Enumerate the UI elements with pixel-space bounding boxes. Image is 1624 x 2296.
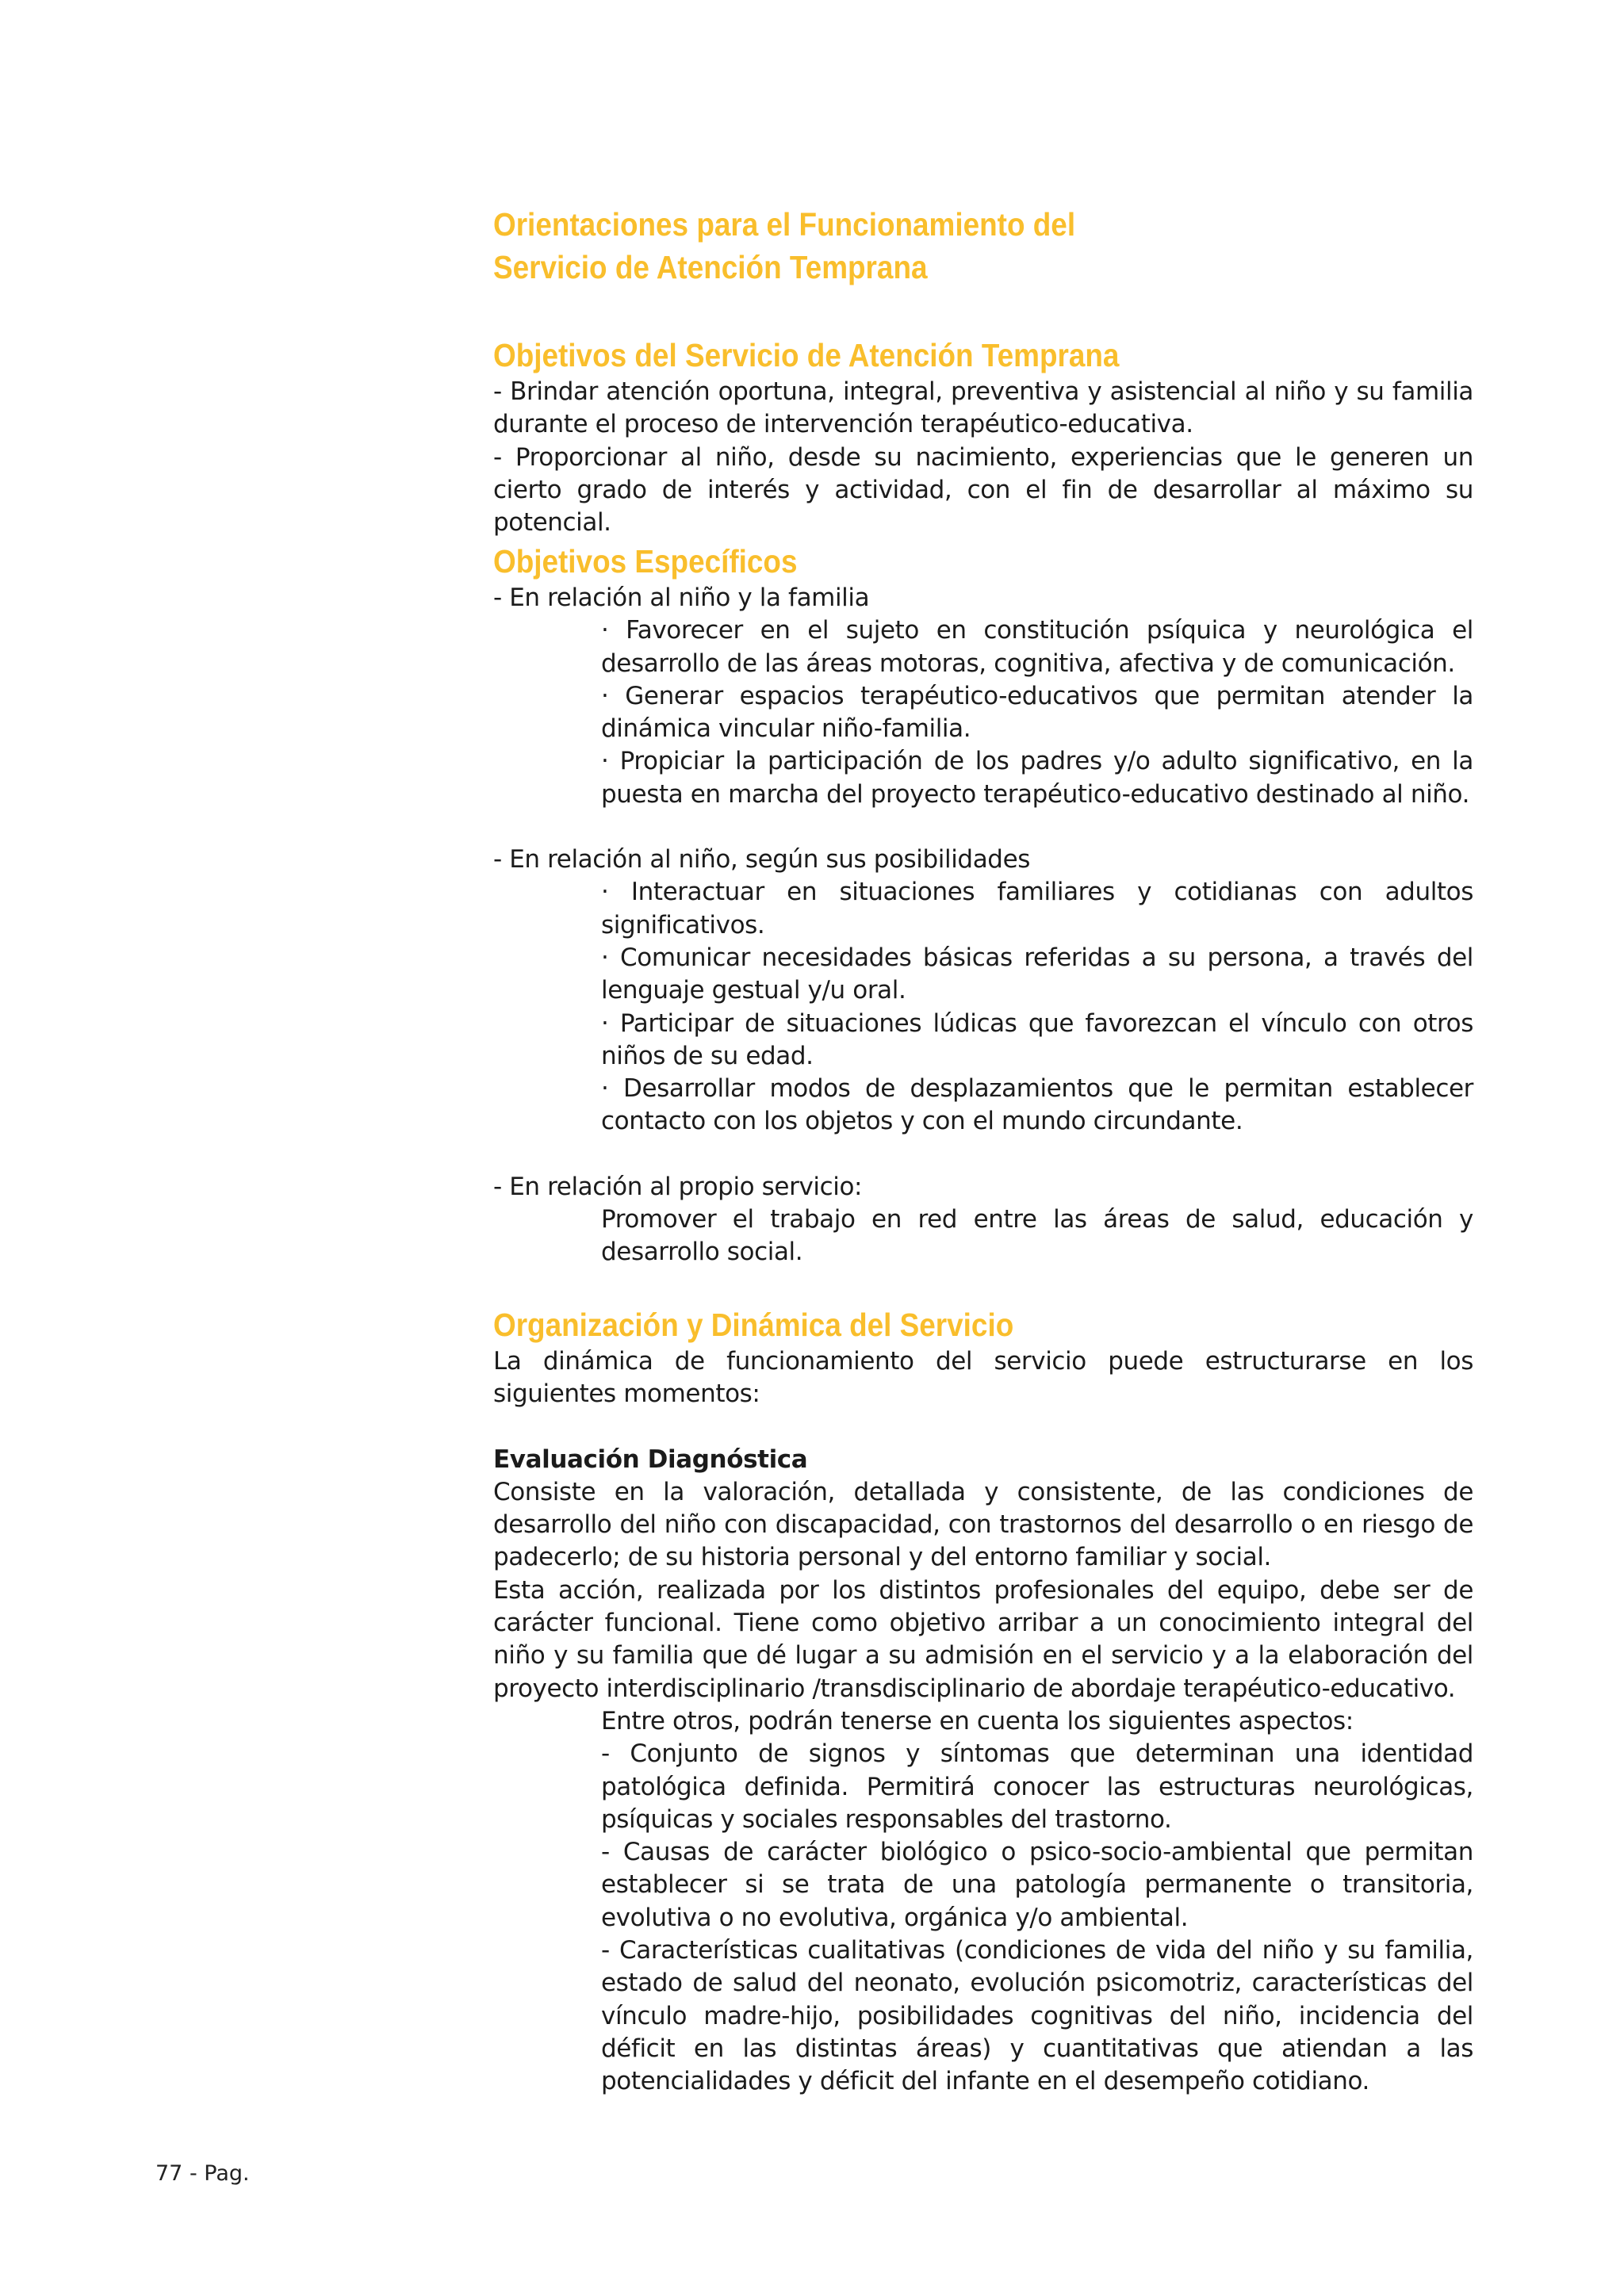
list-item: · Generar espacios terapéutico-educativos que permitan atender la dinámica vincular niño-familia. bbox=[601, 681, 1473, 744]
aspects-intro: Entre otros, podrán tenerse en cuenta los siguientes aspectos: bbox=[601, 1706, 1354, 1735]
list-item: - Características cualitativas (condiciones de vida del niño y su familia, estado de salud del neonato, evolución psicomotriz, características del vínculo madre-hijo, posibilidades cognitivas del niño, incidencia del déficit en las distintas áreas) y cuantitativas que atiendan a las potencialidades y déficit del infante en el desempeño cotidiano. bbox=[601, 1936, 1473, 2096]
list-item: · Comunicar necesidades básicas referidas a su persona, a través del lenguaje gestual y/u oral. bbox=[601, 943, 1473, 1005]
list-item: Promover el trabajo en red entre las áreas de salud, educación y desarrollo social. bbox=[601, 1205, 1473, 1267]
paragraph: La dinámica de funcionamiento del servicio puede estructurarse en los siguientes momentos: bbox=[493, 1347, 1473, 1409]
group-label: - En relación al niño, según sus posibilidades bbox=[493, 845, 1030, 874]
group-label: - En relación al niño y la familia bbox=[493, 584, 870, 612]
document-title bbox=[493, 203, 1473, 289]
section-heading: Objetivos Específicos bbox=[493, 543, 798, 580]
paragraph: - Proporcionar al niño, desde su nacimiento, experiencias que le generen un cierto grado de interés y actividad, con el fin de desarrollar al máximo su potencial. bbox=[493, 442, 1473, 538]
list-item: · Desarrollar modos de desplazamientos que le permitan establecer contacto con los objetos y con el mundo circundante. bbox=[601, 1074, 1473, 1136]
section-heading: Organización y Dinámica del Servicio bbox=[493, 1307, 1014, 1343]
list-item: · Propiciar la participación de los padres y/o adulto significativo, en la puesta en marcha del proyecto terapéutico-educativo destinado al niño. bbox=[601, 747, 1473, 809]
section-objetivos-especificos bbox=[493, 541, 1473, 1269]
list-item: · Participar de situaciones lúdicas que favorezcan el vínculo con otros niños de su edad. bbox=[601, 1008, 1473, 1070]
list-item: · Favorecer en el sujeto en constitución psíquica y neurológica el desarrollo de las áreas motoras, cognitiva, afectiva y de comunicación. bbox=[601, 616, 1473, 678]
title-line-2: Servicio de Atención Temprana bbox=[493, 249, 928, 285]
paragraph: Esta acción, realizada por los distintos profesionales del equipo, debe ser de carácter funcional. Tiene como objetivo arribar a un conocimiento integral del niño y su familia que dé lugar a su admisión en el servicio y a la elaboración del proyecto interdisciplinario /transdisciplinario de abordaje terapéutico-educativo. bbox=[493, 1575, 1473, 1703]
title-line-1: Orientaciones para el Funcionamiento del bbox=[493, 206, 1076, 243]
page-number: 77 - Pag. bbox=[155, 2161, 250, 2186]
list-item: - Conjunto de signos y síntomas que determinan una identidad patológica definida. Permitirá conocer las estructuras neurológicas, psíquicas y sociales responsables del trastorno. bbox=[601, 1739, 1473, 1834]
list-item: - Causas de carácter biológico o psico-socio-ambiental que permitan establecer si se trata de una patología permanente o transitoria, evolutiva o no evolutiva, orgánica y/o ambiental. bbox=[601, 1838, 1473, 1932]
list-item: · Interactuar en situaciones familiares y cotidianas con adultos significativos. bbox=[601, 878, 1473, 939]
group-label: - En relación al propio servicio: bbox=[493, 1172, 863, 1201]
section-objetivos bbox=[493, 335, 1473, 539]
paragraph: Consiste en la valoración, detallada y consistente, de las condiciones de desarrollo del niño con discapacidad, con trastornos del desarrollo o en riesgo de padecerlo; de su historia personal y del entorno familiar y social. bbox=[493, 1477, 1473, 1572]
paragraph: - Brindar atención oportuna, integral, preventiva y asistencial al niño y su familia durante el proceso de intervención terapéutico-educativa. bbox=[493, 377, 1473, 439]
section-organizacion bbox=[493, 1304, 1473, 2099]
subheading: Evaluación Diagnóstica bbox=[493, 1445, 808, 1474]
section-heading: Objetivos del Servicio de Atención Temprana bbox=[493, 337, 1120, 373]
